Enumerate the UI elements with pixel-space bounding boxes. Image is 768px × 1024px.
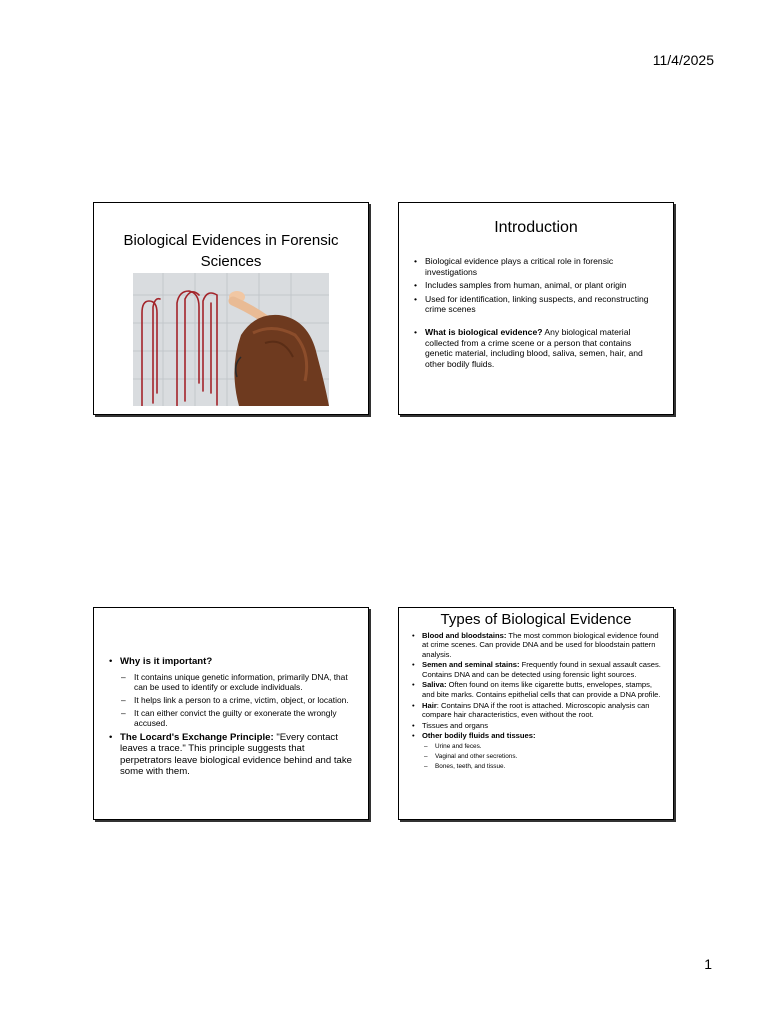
sub-item: – Bones, teeth, and tissue. xyxy=(411,762,663,772)
list-item xyxy=(411,680,663,699)
bullet-list xyxy=(108,656,356,782)
sub-item: – Vaginal and other secretions. xyxy=(411,752,663,762)
list-item xyxy=(413,327,661,369)
item-text: Tissues and organs xyxy=(422,720,488,730)
bold-term: The Locard's Exchange Principle: xyxy=(120,731,274,743)
slide-title: Biological Evidences in Forensic Sciences xyxy=(123,232,339,270)
sub-item: – It contains unique genetic information, primarily DNA, that can be used to identify or exclude individuals. xyxy=(108,672,356,692)
item-text: : Contains DNA if the root is attached. Microscopic analysis can compare hair characteristics, even without the root. xyxy=(422,700,650,719)
bold-term: Hair xyxy=(422,700,437,710)
list-item: • Biological evidence plays a critical role in forensic investigations xyxy=(413,256,661,277)
list-item xyxy=(411,660,663,679)
page-number: 1 xyxy=(704,956,712,972)
bullet-list xyxy=(411,631,663,772)
bold-term: Semen and seminal stains: xyxy=(422,660,520,670)
list-item: • Includes samples from human, animal, or plant origin xyxy=(413,280,661,291)
item-text: "Every contact leaves a trace." This principle suggests that perpetrators leave biological evidence behind and take some with them. xyxy=(120,731,353,778)
bold-term: Why is it important? xyxy=(120,656,213,667)
bold-term: Saliva: xyxy=(422,680,447,690)
list-item xyxy=(411,731,663,740)
list-item xyxy=(411,701,663,720)
document-date: 11/4/2025 xyxy=(652,52,714,68)
slide-1 xyxy=(93,202,369,415)
slide-photo xyxy=(133,273,329,406)
sub-item: – It can either convict the guilty or exonerate the wrongly accused. xyxy=(108,708,356,728)
list-item xyxy=(108,656,356,668)
item-text: Often found on items like cigarette butts, envelopes, stamps, and bite marks. Contains epithelial cells that can provide a DNA profile. xyxy=(422,680,661,699)
slide-3 xyxy=(93,607,369,820)
sub-item: – Urine and feces. xyxy=(411,742,663,752)
bold-term: What is biological evidence? xyxy=(425,326,543,337)
list-item xyxy=(411,631,663,659)
item-text: Any biological material collected from a crime scene or a person that contains genetic material, including blood, saliva, semen, hair, and other bodily fluids. xyxy=(425,326,643,369)
list-item xyxy=(108,732,356,778)
slide-2 xyxy=(398,202,674,415)
bullet-list xyxy=(413,256,661,372)
slide-4 xyxy=(398,607,674,820)
bold-term: Blood and bloodstains: xyxy=(422,631,507,640)
sub-item: – It helps link a person to a crime, victim, object, or location. xyxy=(108,695,356,705)
bold-term: Other bodily fluids and tissues: xyxy=(422,731,536,741)
list-item xyxy=(411,721,663,730)
item-text: Frequently found in sexual assault cases. Contains DNA and can be detected using forensic light sources. xyxy=(422,660,661,679)
item-text: The most common biological evidence found at crime scenes. Can provide DNA and be used for bloodstain pattern analysis. xyxy=(422,631,659,659)
list-item: • Used for identification, linking suspects, and reconstructing crime scenes xyxy=(413,294,661,315)
slide-title: Introduction xyxy=(494,219,578,236)
slide-title: Types of Biological Evidence xyxy=(440,611,632,628)
